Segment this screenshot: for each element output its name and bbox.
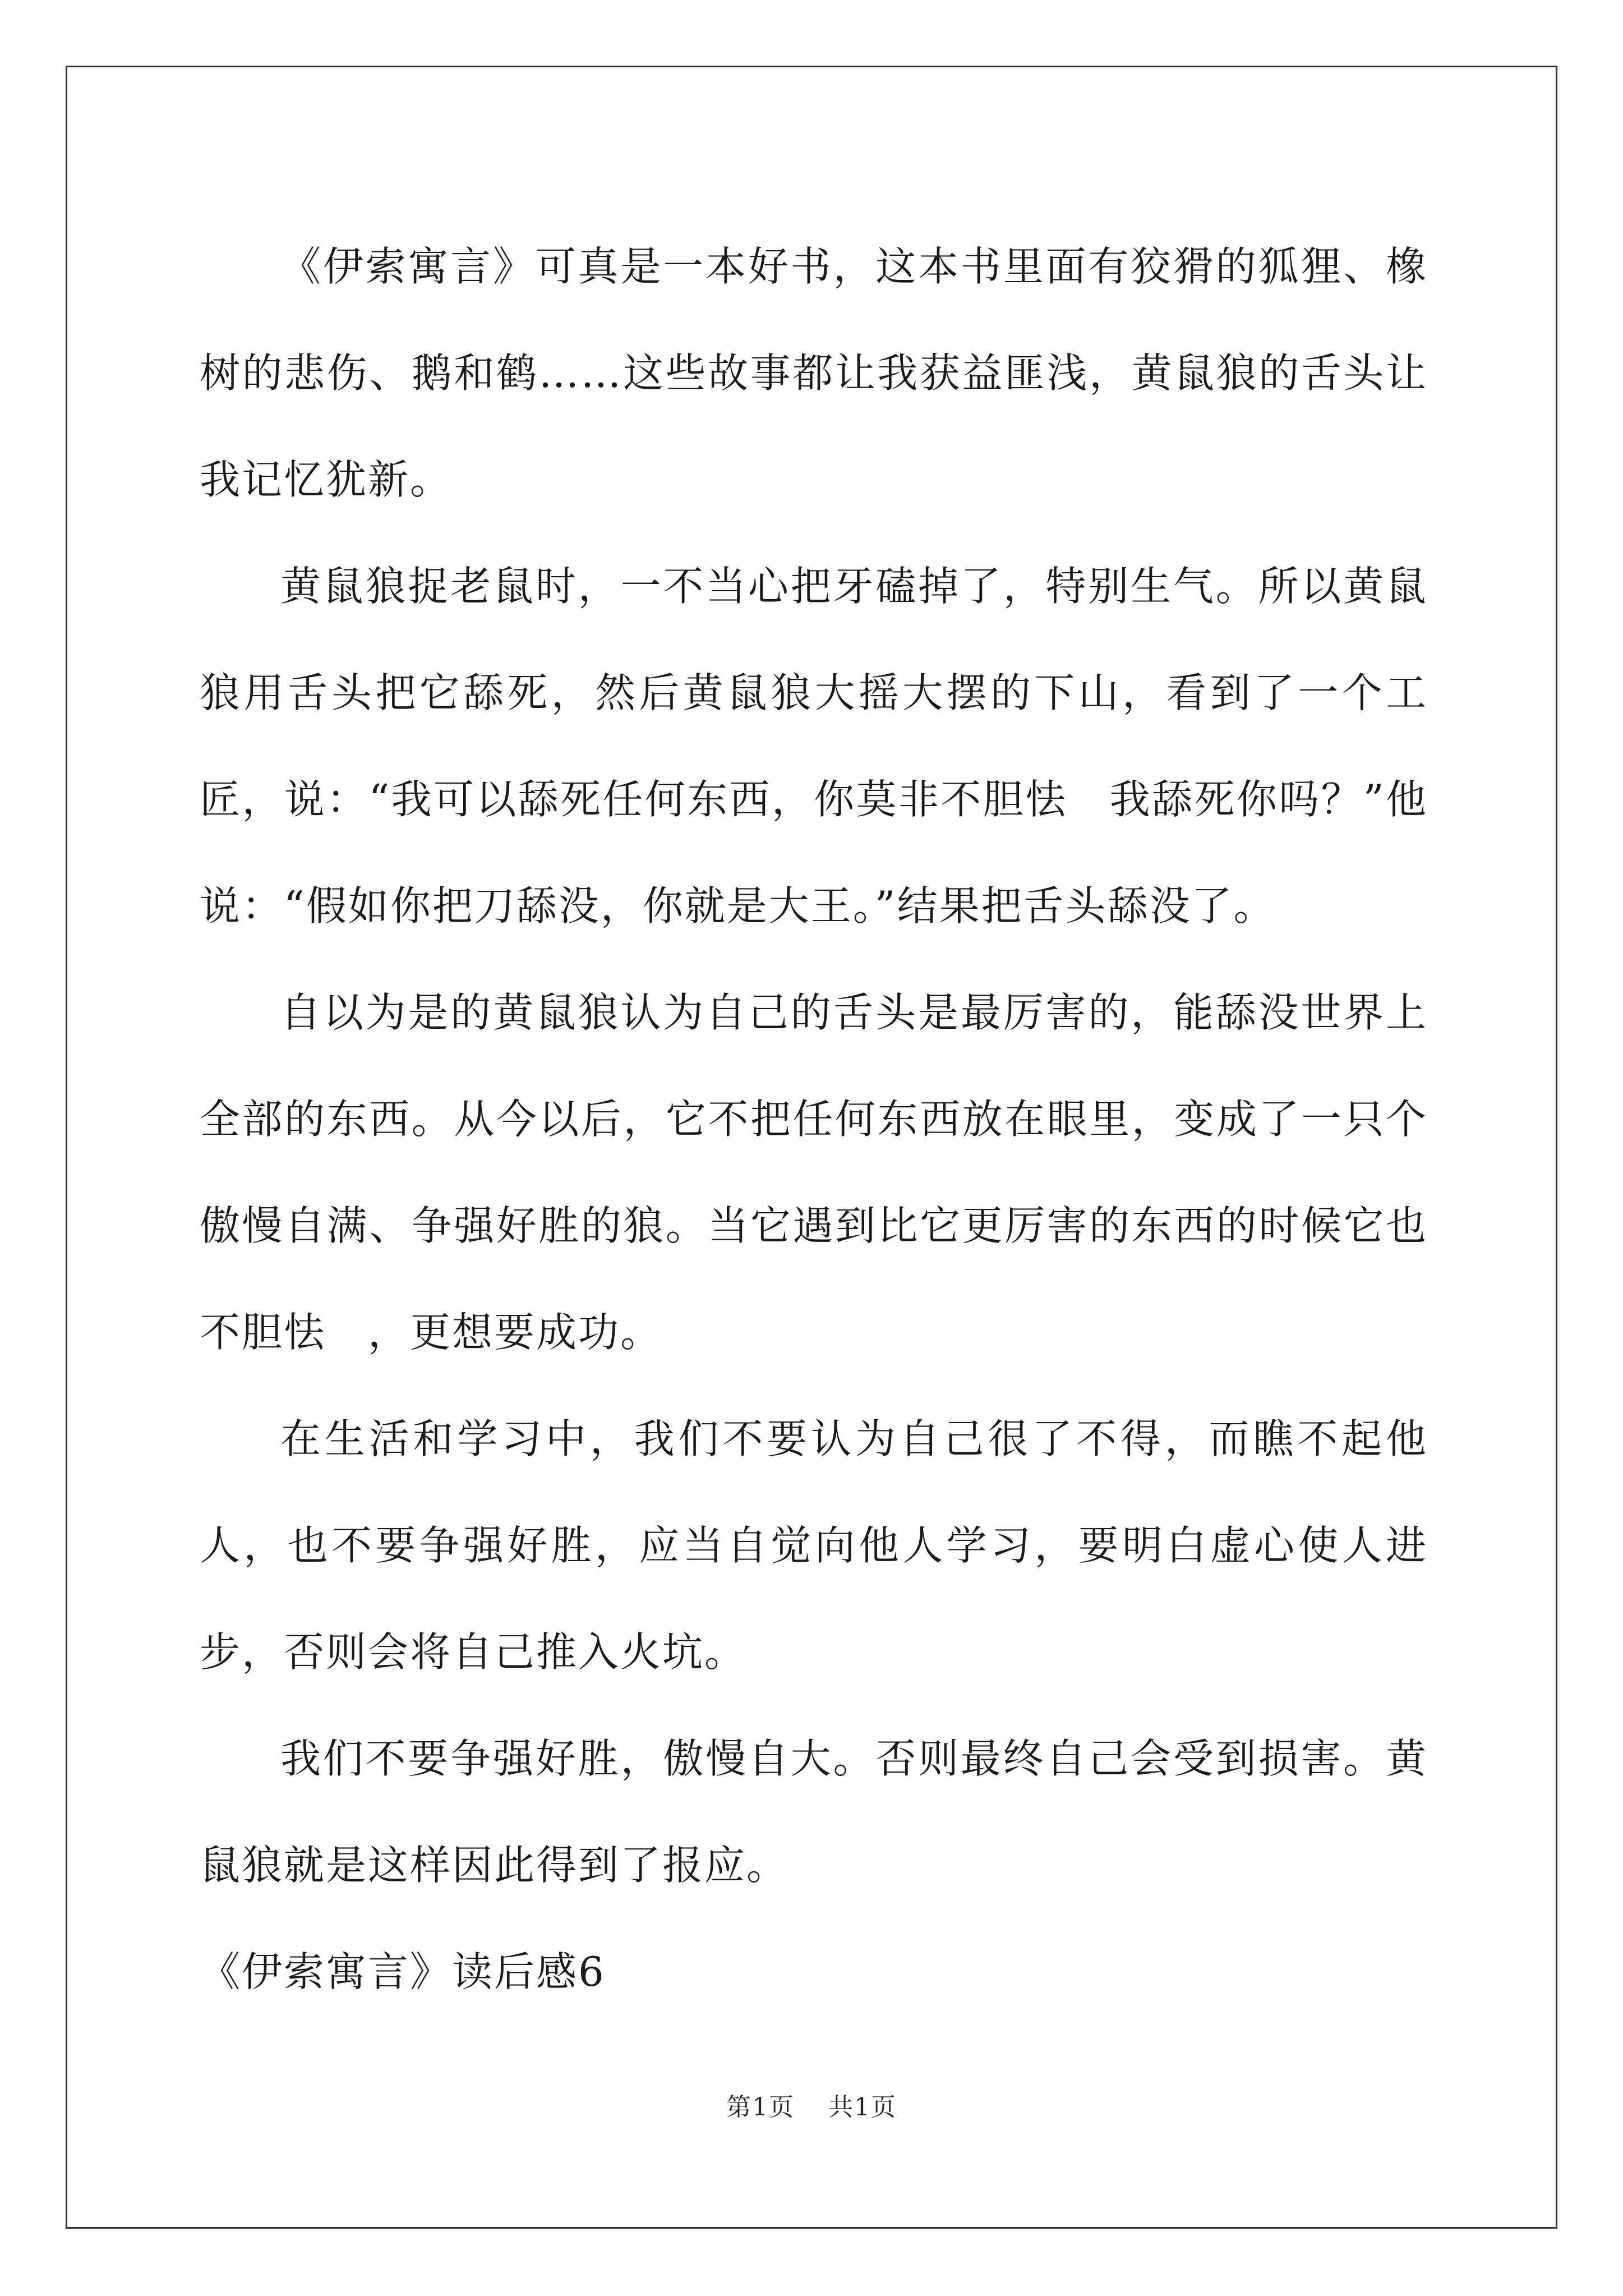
paragraph-2: 黄鼠狼捉老鼠时，一不当心把牙磕掉了，特别生气。所以黄鼠狼用舌头把它舔死，然后黄鼠狼大摇大摆的下山，看到了一个工匠，说：“我可以舔死任何东西，你莫非不胆怯 我舔死你吗？”他说：“假如你把刀舔没，你就是大王。”结果把舌头舔没了。 [200, 563, 1428, 930]
paragraph-1: 《伊索寓言》可真是一本好书，这本书里面有狡猾的狐狸、橡树的悲伤、鹅和鹤……这些故事都让我获益匪浅，黄鼠狼的舌头让我记忆犹新。 [200, 243, 1428, 503]
section-heading: 《伊索寓言》读后感6 [200, 1948, 606, 1995]
paragraph-5: 我们不要争强好胜，傲慢自大。否则最终自己会受到损害。黄鼠狼就是这样因此得到了报应。 [200, 1735, 1428, 1889]
paragraph-4: 在生活和学习中，我们不要认为自己很了不得，而瞧不起他人，也不要争强好胜，应当自觉向他人学习，要明白虚心使人进步，否则会将自己推入火坑。 [200, 1415, 1428, 1676]
paragraph-3: 自以为是的黄鼠狼认为自己的舌头是最厉害的，能舔没世界上全部的东西。从今以后，它不把任何东西放在眼里，变成了一只个傲慢自满、争强好胜的狼。当它遇到比它更厉害的东西的时候它也不胆怯 ，更想要成功。 [200, 989, 1428, 1356]
page-footer [0, 2087, 1623, 2123]
document-body [200, 213, 1428, 2025]
page-total: 共1页 [828, 2093, 897, 2122]
page-number: 第1页 [726, 2093, 795, 2122]
